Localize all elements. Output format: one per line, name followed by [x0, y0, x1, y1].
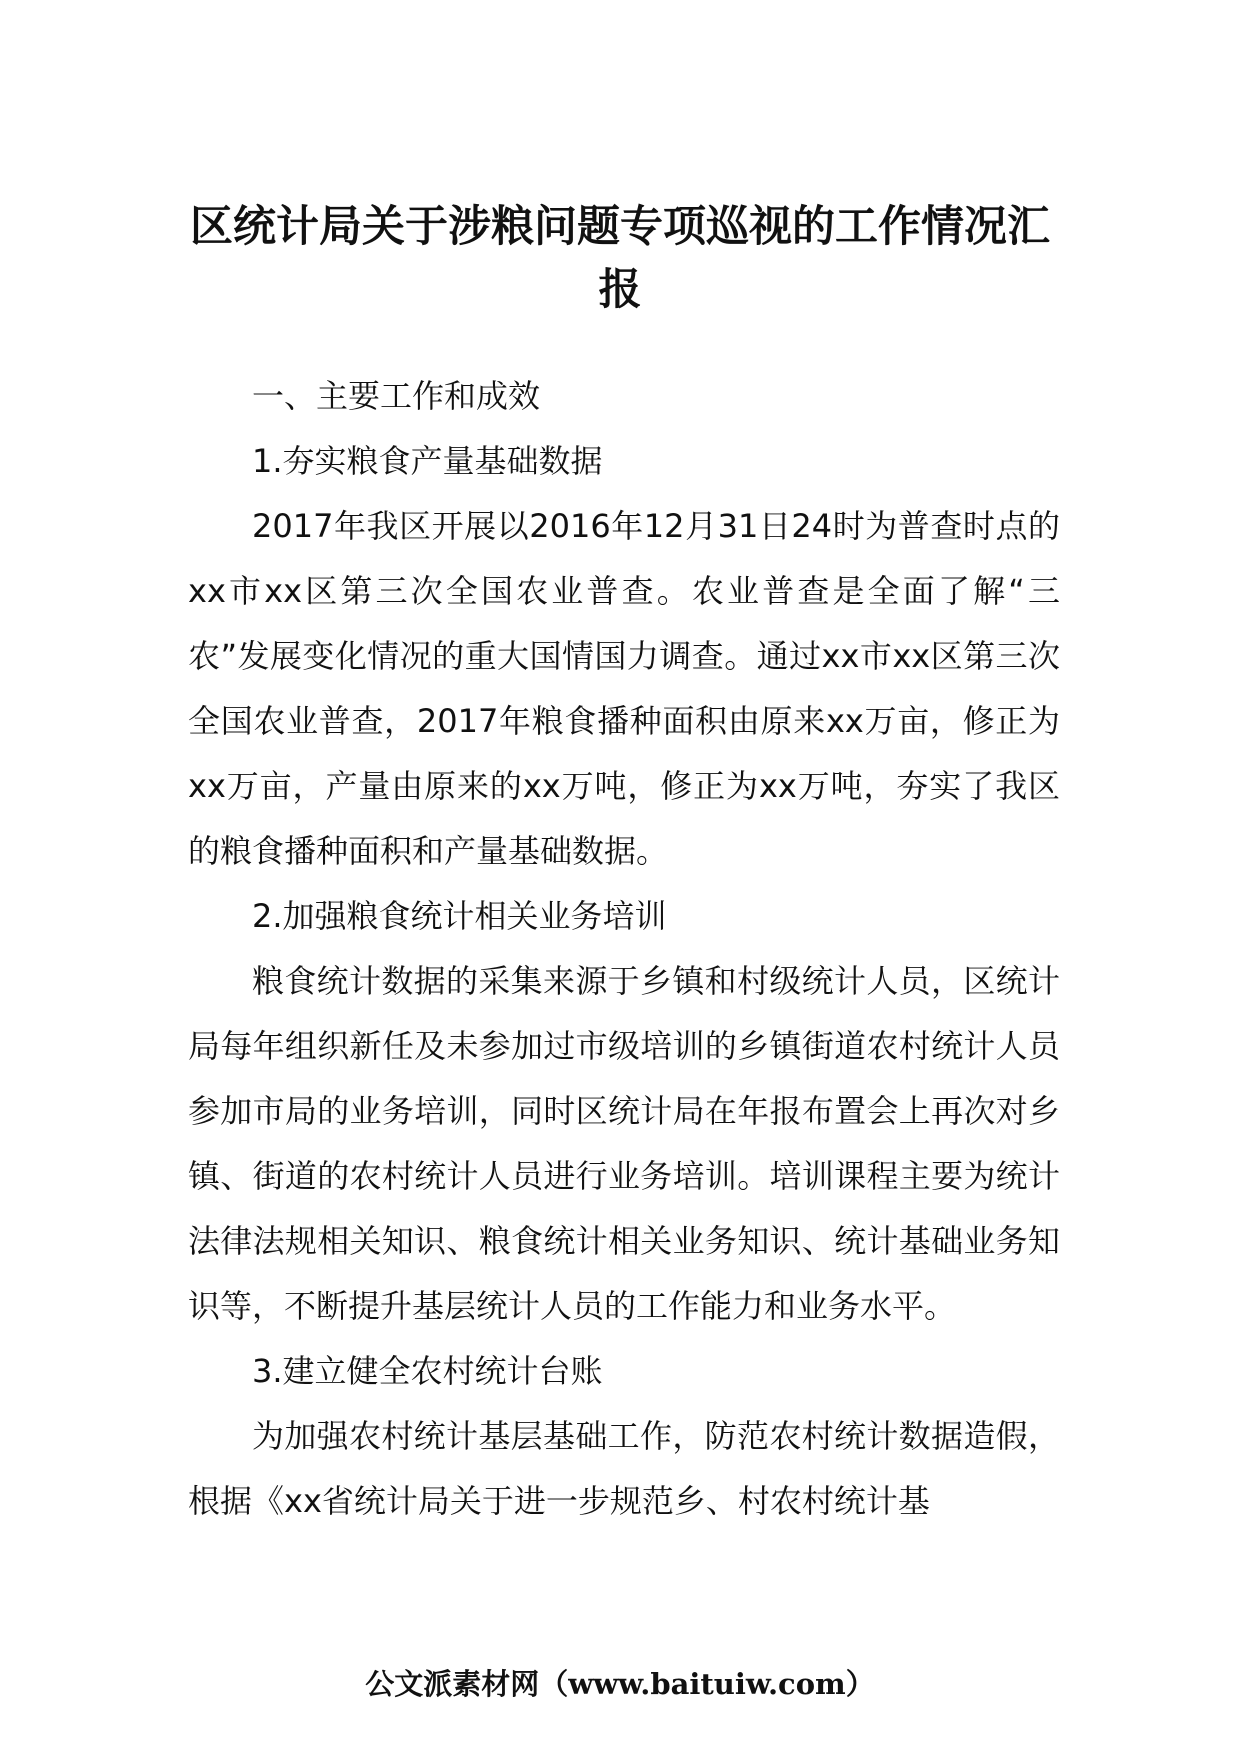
item-heading-training: 2.加强粮食统计相关业务培训: [252, 897, 667, 935]
item-heading-ledger: 3.建立健全农村统计台账: [252, 1352, 603, 1390]
paragraph-grain-data: 2017年我区开展以2016年12月31日24时为普查时点的xx市xx区第三次全国农业普查。农业普查是全面了解“三农”发展变化情况的重大国情国力调查。通过xx市xx区第三次全国农业普查，2017年粮食播种面积由原来xx万亩，修正为xx万亩，产量由原来的xx万吨，修正为xx万吨，夯实了我区的粮食播种面积和产量基础数据。: [188, 507, 1060, 870]
section-heading-main-work: 一、主要工作和成效: [252, 377, 541, 415]
item-heading-grain-data: 1.夯实粮食产量基础数据: [252, 442, 603, 480]
document-body: [188, 364, 1060, 1534]
paragraph-training: 粮食统计数据的采集来源于乡镇和村级统计人员，区统计局每年组织新任及未参加过市级培训的乡镇街道农村统计人员参加市局的业务培训，同时区统计局在年报布置会上再次对乡镇、街道的农村统计人员进行业务培训。培训课程主要为统计法律法规相关知识、粮食统计相关业务知识、统计基础业务知识等，不断提升基层统计人员的工作能力和业务水平。: [188, 962, 1060, 1325]
paragraph-ledger: 为加强农村统计基层基础工作，防范农村统计数据造假，根据《xx省统计局关于进一步规范乡、村农村统计基: [188, 1417, 1060, 1520]
footer-watermark: 公文派素材网（www.baituiw.com）: [365, 1667, 875, 1701]
document-title: 区统计局关于涉粮问题专项巡视的工作情况汇报: [190, 202, 1050, 315]
